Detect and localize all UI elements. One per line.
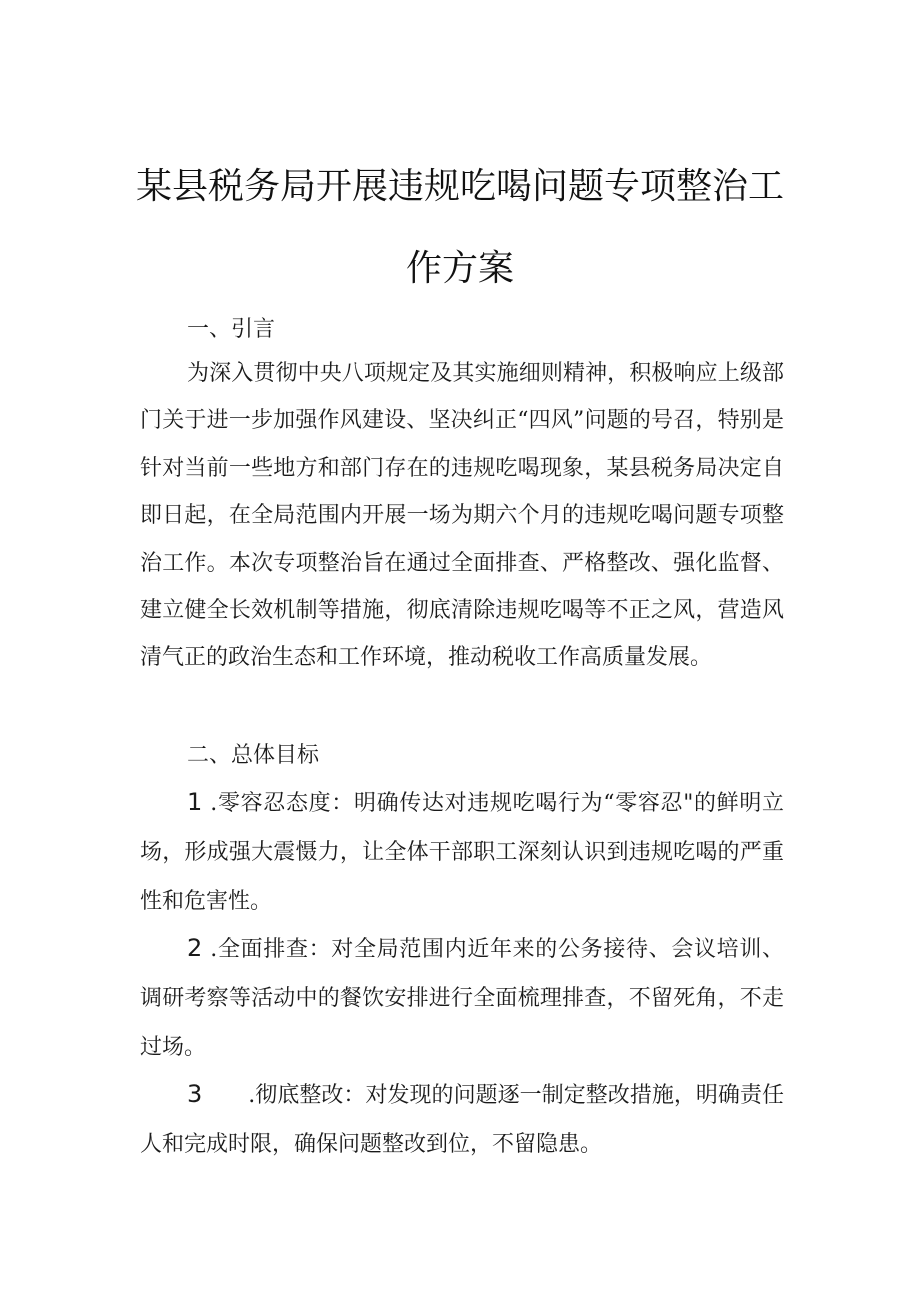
section-heading-overall-goals: 二、总体目标: [187, 743, 320, 768]
goal-item-3: [140, 1070, 784, 1169]
goal-number: 3: [187, 1080, 203, 1108]
introduction-paragraph: 为深入贯彻中央八项规定及其实施细则精神，积极响应上级部门关于进一步加强作风建设、坚决纠正“四风”问题的号召，特别是针对当前一些地方和部门存在的违规吃喝现象，某县税务局决定自即日起，在全局范围内开展一场为期六个月的违规吃喝问题专项整治工作。本次专项整治旨在通过全面排查、严格整改、强化监督、建立健全长效机制等措施，彻底清除违规吃喝等不正之风，营造风清气正的政治生态和工作环境，推动税收工作高质量发展。: [140, 361, 784, 671]
goal-item-1: [140, 778, 784, 926]
section-heading-introduction: 一、引言: [187, 317, 276, 342]
goal-number: 1: [187, 788, 203, 816]
goal-item-2: [140, 924, 784, 1072]
document-title-line-1: 某县税务局开展违规吃喝问题专项整治工: [135, 166, 784, 207]
goal-number: 2: [187, 934, 203, 962]
goal-text: .彻底整改：对发现的问题逐一制定整改措施，明确责任人和完成时限，确保问题整改到位，不留隐患。: [140, 1083, 784, 1157]
goal-text: .零容忍态度：明确传达对违规吃喝行为“零容忍"的鲜明立场，形成强大震慑力，让全体干部职工深刻认识到违规吃喝的严重性和危害性。: [140, 791, 784, 914]
document-title-line-2: 作方案: [405, 248, 514, 289]
goal-text: .全面排查：对全局范围内近年来的公务接待、会议培训、调研考察等活动中的餐饮安排进行全面梳理排查，不留死角，不走过场。: [140, 937, 784, 1060]
